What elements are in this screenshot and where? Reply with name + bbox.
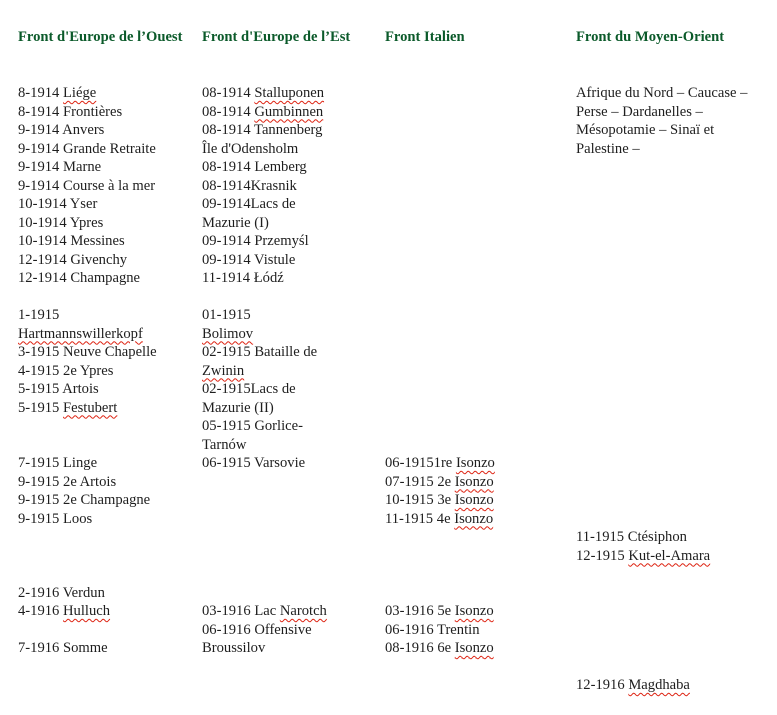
battle-entry: 11-1914 Łódź [202,270,284,286]
battle-entry: 4-1915 2e Ypres [18,362,114,379]
spacer [385,547,570,566]
spacer [576,288,766,307]
spacer [18,417,198,436]
battle-entry: 5-1915 Festubert [18,399,118,416]
spellcheck-flagged-word: Kut-el-Amara [628,547,711,564]
battle-entry: 9-1915 Loos [18,510,93,527]
battle-entry: 1-1915 [18,307,60,323]
spacer [576,306,766,325]
spellcheck-flagged-word: Isonzo [454,603,494,619]
spacer [385,288,570,307]
spacer [385,214,570,233]
spacer [385,251,570,270]
spacer [385,417,570,436]
battle-entry [202,325,377,344]
battle-entry [202,362,377,381]
spacer [576,436,766,455]
spacer [576,399,766,418]
spacer [18,547,198,566]
battle-entry: Broussilov [202,640,266,656]
spacer [576,473,766,492]
battle-entry: 7-1916 Somme [18,640,108,656]
battle-entry: 03-1916 Lac Narotch [202,603,327,619]
battle-entry: 06-1916 Offensive [202,621,312,638]
spacer [385,232,570,251]
spacer [385,362,570,381]
battle-entry: 06-1915 Varsovie [202,455,306,471]
battle-entry: 08-1916 6e Isonzo [385,640,494,656]
spacer [202,565,377,584]
battle-entry: 10-1914 Messines [18,233,125,249]
spacer [576,491,766,510]
spacer [385,177,570,196]
battle-entry: 2-1916 Verdun [18,584,105,601]
spacer [576,195,766,214]
spellcheck-flagged-word: Hulluch [63,603,111,619]
spacer [18,621,198,640]
battle-entry [18,325,198,344]
spacer [576,510,766,529]
spacer [576,325,766,344]
battle-entry: 12-1914 Champagne [18,270,141,286]
spellcheck-flagged-word: Zwinin [202,362,245,379]
battle-entry: 8-1914 Frontières [18,103,123,120]
battle-entry: 05-1915 Gorlice- [202,418,303,434]
spacer [18,528,198,547]
spellcheck-flagged-word: Narotch [279,603,327,619]
spacer [576,565,766,584]
battle-entry: 12-1916 Magdhaba [576,677,690,693]
spacer [385,584,570,603]
spacer [202,528,377,547]
battle-entry: 12-1914 Givenchy [18,251,128,268]
spacer [576,584,766,603]
spacer [385,158,570,177]
battle-entry: 4-1916 Hulluch [18,603,111,619]
battle-entry: 9-1915 2e Artois [18,473,117,490]
spacer [576,658,766,677]
battle-entry: 07-1915 2e Isonzo [385,473,494,490]
spacer [202,473,377,492]
spacer [576,602,766,621]
battle-entry: 02-1915 Bataille de [202,344,318,360]
spacer [385,528,570,547]
column-eastern-front [202,28,377,658]
spellcheck-flagged-word: Magdhaba [628,677,690,693]
battle-entry: 09-1914 Vistule [202,251,296,268]
column-middle-east-front [576,28,766,695]
battle-entry: 9-1914 Course à la mer [18,177,156,194]
battle-entry: 09-1914Lacs de [202,196,296,212]
battle-entry: 03-1916 5e Isonzo [385,603,494,619]
spellcheck-flagged-word: Isonzo [454,510,494,527]
battle-entry: 06-19151re Isonzo [385,455,495,471]
battle-entry: 9-1915 2e Champagne [18,492,151,508]
column-header: Front du Moyen-Orient [576,29,725,45]
spacer [576,380,766,399]
spacer [576,177,766,196]
battle-entry: 01-1915 [202,307,251,323]
spacer [576,158,766,177]
spacer [576,639,766,658]
spacer [385,121,570,140]
battle-entry: 11-1915 Ctésiphon [576,529,687,545]
spacer [385,436,570,455]
column-western-front [18,28,198,658]
spacer [576,417,766,436]
spacer [576,621,766,640]
spacer [576,232,766,251]
spacer [576,214,766,233]
spacer [576,454,766,473]
battle-entry: 9-1914 Grande Retraite [18,140,156,157]
battle-entry: Mazurie (II) [202,399,274,416]
spacer [576,362,766,381]
spellcheck-flagged-word: Isonzo [454,640,494,656]
battle-list [202,84,377,658]
spacer [576,269,766,288]
battle-entry: 12-1915 Kut-el-Amara [576,547,711,564]
battle-entry: 06-1916 Trentin [385,621,480,638]
spacer [576,251,766,270]
spacer [385,84,570,103]
spacer [385,103,570,122]
battle-entry: 10-1915 3e Isonzo [385,492,494,508]
spellcheck-flagged-word: Isonzo [455,455,495,471]
battle-entry: 8-1914 Liége [18,85,97,101]
battle-entry: Tarnów [202,436,247,453]
battle-entry: 3-1915 Neuve Chapelle [18,344,157,360]
region-intro: Afrique du Nord – Caucase – Perse – Dardanelles – Mésopotamie – Sinaï et Palestine – [576,85,748,157]
battle-entry: 9-1914 Anvers [18,122,105,138]
battle-entry: 08-1914 Tannenberg [202,122,323,138]
spacer [385,380,570,399]
column-header: Front d'Europe de l’Ouest [18,29,183,45]
spacer [385,399,570,418]
spellcheck-flagged-word: Gumbinnen [254,103,324,120]
spellcheck-flagged-word: Hartmannswillerkopf [18,325,143,342]
spacer [202,288,377,307]
battle-entry: 08-1914Krasnik [202,177,297,194]
spacer [18,288,198,307]
battle-entry: 08-1914 Lemberg [202,159,307,175]
battle-entry: 9-1914 Marne [18,159,102,175]
battle-entry: 7-1915 Linge [18,455,98,471]
spacer [385,325,570,344]
battle-entry: 10-1914 Ypres [18,214,104,231]
battle-list [18,84,198,658]
battle-entry: 10-1914 Yser [18,196,98,212]
battle-list [576,158,766,695]
battle-entry: 09-1914 Przemyśl [202,233,309,249]
spacer [18,565,198,584]
spacer [385,306,570,325]
spacer [202,491,377,510]
battle-entry: Mazurie (I) [202,214,269,231]
spacer [385,140,570,159]
spellcheck-flagged-word: Bolimov [202,325,254,342]
spacer [202,547,377,566]
spellcheck-flagged-word: Isonzo [454,473,494,490]
spellcheck-flagged-word: Liége [63,85,97,101]
battle-entry: 02-1915Lacs de [202,381,296,397]
spacer [202,510,377,529]
battle-entry: 5-1915 Artois [18,381,99,397]
spacer [202,584,377,603]
spacer [385,195,570,214]
column-italian-front [385,28,570,658]
spacer [576,343,766,362]
spellcheck-flagged-word: Festubert [63,399,118,416]
battle-entry: Île d'Odensholm [202,140,299,157]
spacer [385,565,570,584]
battle-entry: 11-1915 4e Isonzo [385,510,494,527]
column-header: Front d'Europe de l’Est [202,29,351,45]
spacer [385,269,570,288]
column-header: Front Italien [385,29,465,45]
spacer [385,343,570,362]
battle-list [385,84,570,658]
spellcheck-flagged-word: Isonzo [454,492,494,508]
spellcheck-flagged-word: Stalluponen [254,85,325,101]
battle-entry: 08-1914 Gumbinnen [202,103,324,120]
spacer [18,436,198,455]
battle-entry: 08-1914 Stalluponen [202,85,325,101]
